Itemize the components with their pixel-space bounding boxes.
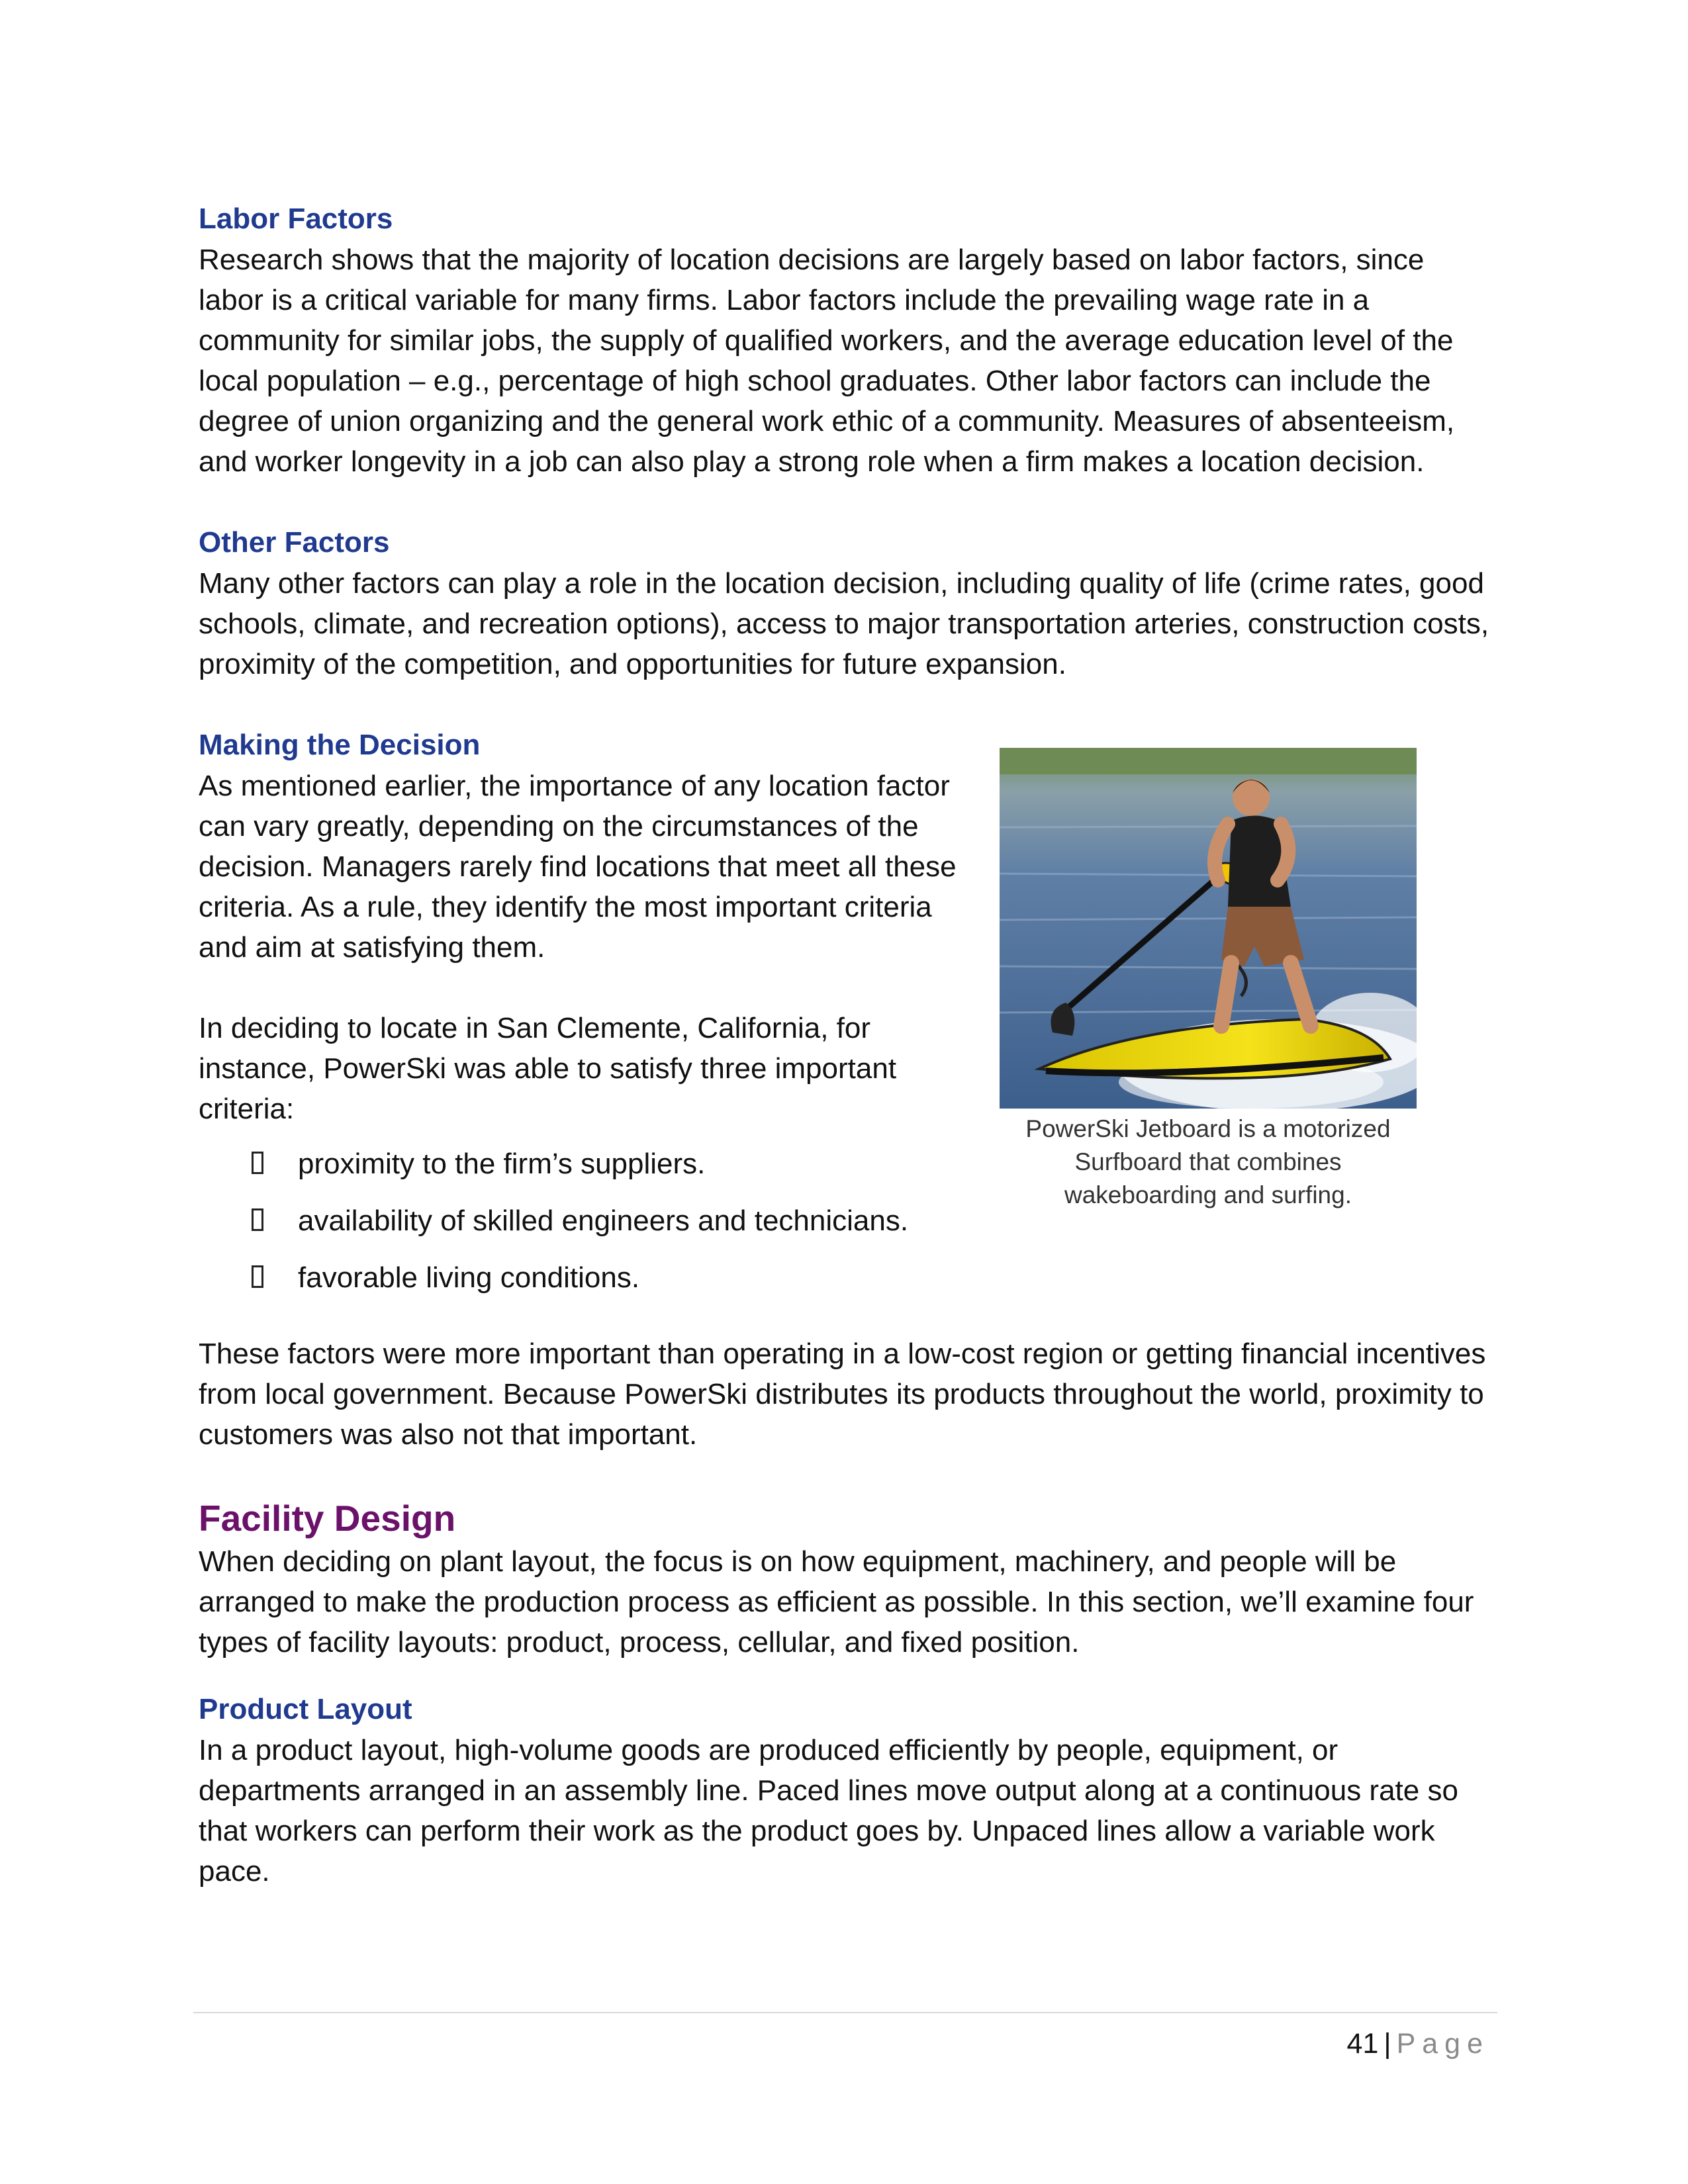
page-footer [1258, 2024, 1489, 2064]
page-label: Page [1396, 2028, 1489, 2060]
bullet-box-icon [252, 1265, 263, 1288]
caption-line-2: Surfboard that combines [1074, 1148, 1342, 1175]
making-decision-paragraph-2: In deciding to locate in San Clemente, California, for instance, PowerSki was able to satisfy three important criteria: [199, 1012, 897, 1125]
making-decision-paragraph-3: These factors were more important than operating in a low-cost region or getting financial incentives from local government. Because PowerSki distributes its products throughout the world, proximity to customers was also not that important. [199, 1338, 1486, 1451]
caption-line-3: wakeboarding and surfing. [1064, 1181, 1352, 1208]
photo-caption [1000, 1113, 1417, 1212]
criteria-list [199, 1136, 966, 1306]
list-item-text: proximity to the firm’s suppliers. [298, 1148, 706, 1180]
facility-design-paragraph: When deciding on plant layout, the focus is on how equipment, machinery, and people will be arranged to make the production process as efficient as possible. In this section, we’ll examine four types of facility layouts: product, process, cellular, and fixed position. [199, 1545, 1474, 1659]
footer-separator: | [1383, 2028, 1391, 2060]
making-decision-text-column [199, 725, 966, 1306]
jetboard-figure [1000, 748, 1417, 1212]
making-decision-paragraph-1: As mentioned earlier, the importance of any location factor can vary greatly, depending on the circumstances of the decision. Managers rarely find locations that meet all these criteria. As a rule, they identify the most important criteria and aim at satisfying them. [199, 770, 957, 964]
product-layout-paragraph: In a product layout, high-volume goods are produced efficiently by people, equipment, or departments arranged in an assembly line. Paced lines move output along at a continuous rate so that workers can perform their work as the product goes by. Unpaced lines allow a variable work pace. [199, 1734, 1458, 1888]
bullet-box-icon [252, 1152, 263, 1174]
labor-factors-heading: Labor Factors [199, 203, 393, 235]
list-item [199, 1250, 966, 1306]
list-item-text: favorable living conditions. [298, 1261, 640, 1294]
facility-design-heading: Facility Design [199, 1498, 456, 1539]
labor-factors-paragraph: Research shows that the majority of location decisions are largely based on labor factors, since labor is a critical variable for many firms. Labor factors include the prevailing wage rate in a community for similar jobs, the supply of qualified workers, and the average education level of the local population – e.g., percentage of high school graduates. Other labor factors can include the degree of union organizing and the general work ethic of a community. Measures of absenteeism, and worker longevity in a job can also play a strong role when a firm makes a location decision. [199, 244, 1455, 478]
page-number: 41 [1346, 2028, 1379, 2060]
other-factors-heading: Other Factors [199, 526, 390, 559]
other-factors-paragraph: Many other factors can play a role in the location decision, including quality of life (crime rates, good schools, climate, and recreation options), access to major transportation arteries, construction costs, proximity of the competition, and opportunities for future expansion. [199, 567, 1489, 680]
footer-divider [193, 2012, 1497, 2013]
page-content [199, 199, 1496, 1891]
making-decision-section [199, 725, 1496, 1334]
bullet-box-icon [252, 1208, 263, 1231]
list-item-text: availability of skilled engineers and technicians. [298, 1205, 909, 1237]
list-item [199, 1193, 966, 1250]
list-item [199, 1136, 966, 1193]
product-layout-heading: Product Layout [199, 1693, 412, 1725]
jetboard-photo [1000, 748, 1417, 1109]
making-decision-heading: Making the Decision [199, 729, 481, 761]
caption-line-1: PowerSki Jetboard is a motorized [1025, 1115, 1391, 1142]
